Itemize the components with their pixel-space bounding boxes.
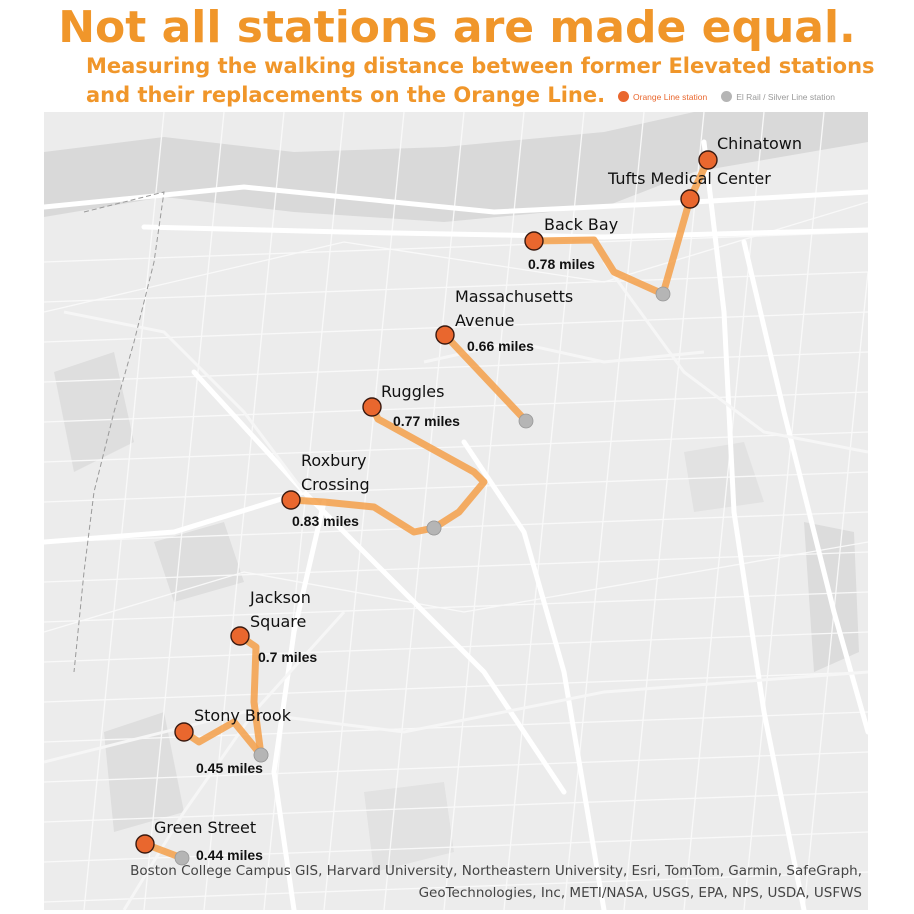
station-name-label: Ruggles: [381, 382, 445, 401]
walking-distance-label: 0.77 miles: [393, 413, 460, 429]
orange-line-station-marker[interactable]: [136, 835, 154, 853]
page-title: Not all stations are made equal.: [58, 2, 856, 53]
park: [54, 352, 134, 472]
station-name-label: Back Bay: [544, 215, 619, 234]
walking-route: [184, 722, 261, 755]
legend-item-orange-line: [618, 91, 707, 102]
orange-line-station-marker[interactable]: [282, 491, 300, 509]
legend-label-orange-line: Orange Line station: [633, 91, 708, 102]
map-canvas: [44, 112, 868, 910]
station-name-label: Stony Brook: [194, 706, 291, 725]
routes-layer: [145, 160, 708, 858]
station-name-label: Jackson Square: [250, 588, 311, 631]
walking-distance-label: 0.45 miles: [196, 760, 263, 776]
map[interactable]: [44, 112, 868, 910]
station-name-label: Tufts Medical Center: [608, 169, 771, 188]
walking-distance-label: 0.44 miles: [196, 847, 263, 863]
gray-station-icon: [721, 91, 732, 102]
walking-distance-label: 0.78 miles: [528, 256, 595, 272]
orange-line-station-marker[interactable]: [363, 398, 381, 416]
orange-line-station-marker[interactable]: [681, 190, 699, 208]
attribution: [130, 860, 862, 904]
el-rail-station-marker[interactable]: [656, 287, 670, 301]
station-name-label: Roxbury Crossing: [301, 451, 370, 494]
el-rail-station-marker[interactable]: [427, 521, 441, 535]
river: [44, 112, 868, 222]
station-name-label: Massachusetts Avenue: [455, 287, 574, 330]
walking-distance-label: 0.7 miles: [258, 649, 318, 665]
orange-line-station-marker[interactable]: [231, 627, 249, 645]
attribution-line-2: GeoTechnologies, Inc, METI/NASA, USGS, EPA, NPS, USDA, USFWS: [418, 885, 862, 901]
orange-line-station-marker[interactable]: [175, 723, 193, 741]
attribution-line-1: Boston College Campus GIS, Harvard University, Northeastern University, Esri, TomTom, Garmin, SafeGraph,: [130, 863, 862, 879]
station-name-label: Green Street: [154, 818, 257, 837]
orange-line-station-marker[interactable]: [699, 151, 717, 169]
walking-distance-label: 0.66 miles: [467, 338, 534, 354]
orange-line-station-marker[interactable]: [436, 326, 454, 344]
legend-item-el-rail: [721, 91, 835, 102]
station-name-label: Chinatown: [717, 134, 802, 153]
park: [364, 782, 454, 872]
walking-distance-label: 0.83 miles: [292, 513, 359, 529]
orange-station-icon: [618, 91, 629, 102]
legend: [618, 91, 849, 102]
subtitle-line-1: Measuring the walking distance between former Elevated stations: [86, 54, 875, 78]
el-rail-station-marker[interactable]: [519, 414, 533, 428]
subtitle-line-2: and their replacements on the Orange Line.: [86, 83, 606, 107]
orange-line-station-marker[interactable]: [525, 232, 543, 250]
legend-label-el-rail: El Rail / Silver Line station: [736, 91, 835, 102]
